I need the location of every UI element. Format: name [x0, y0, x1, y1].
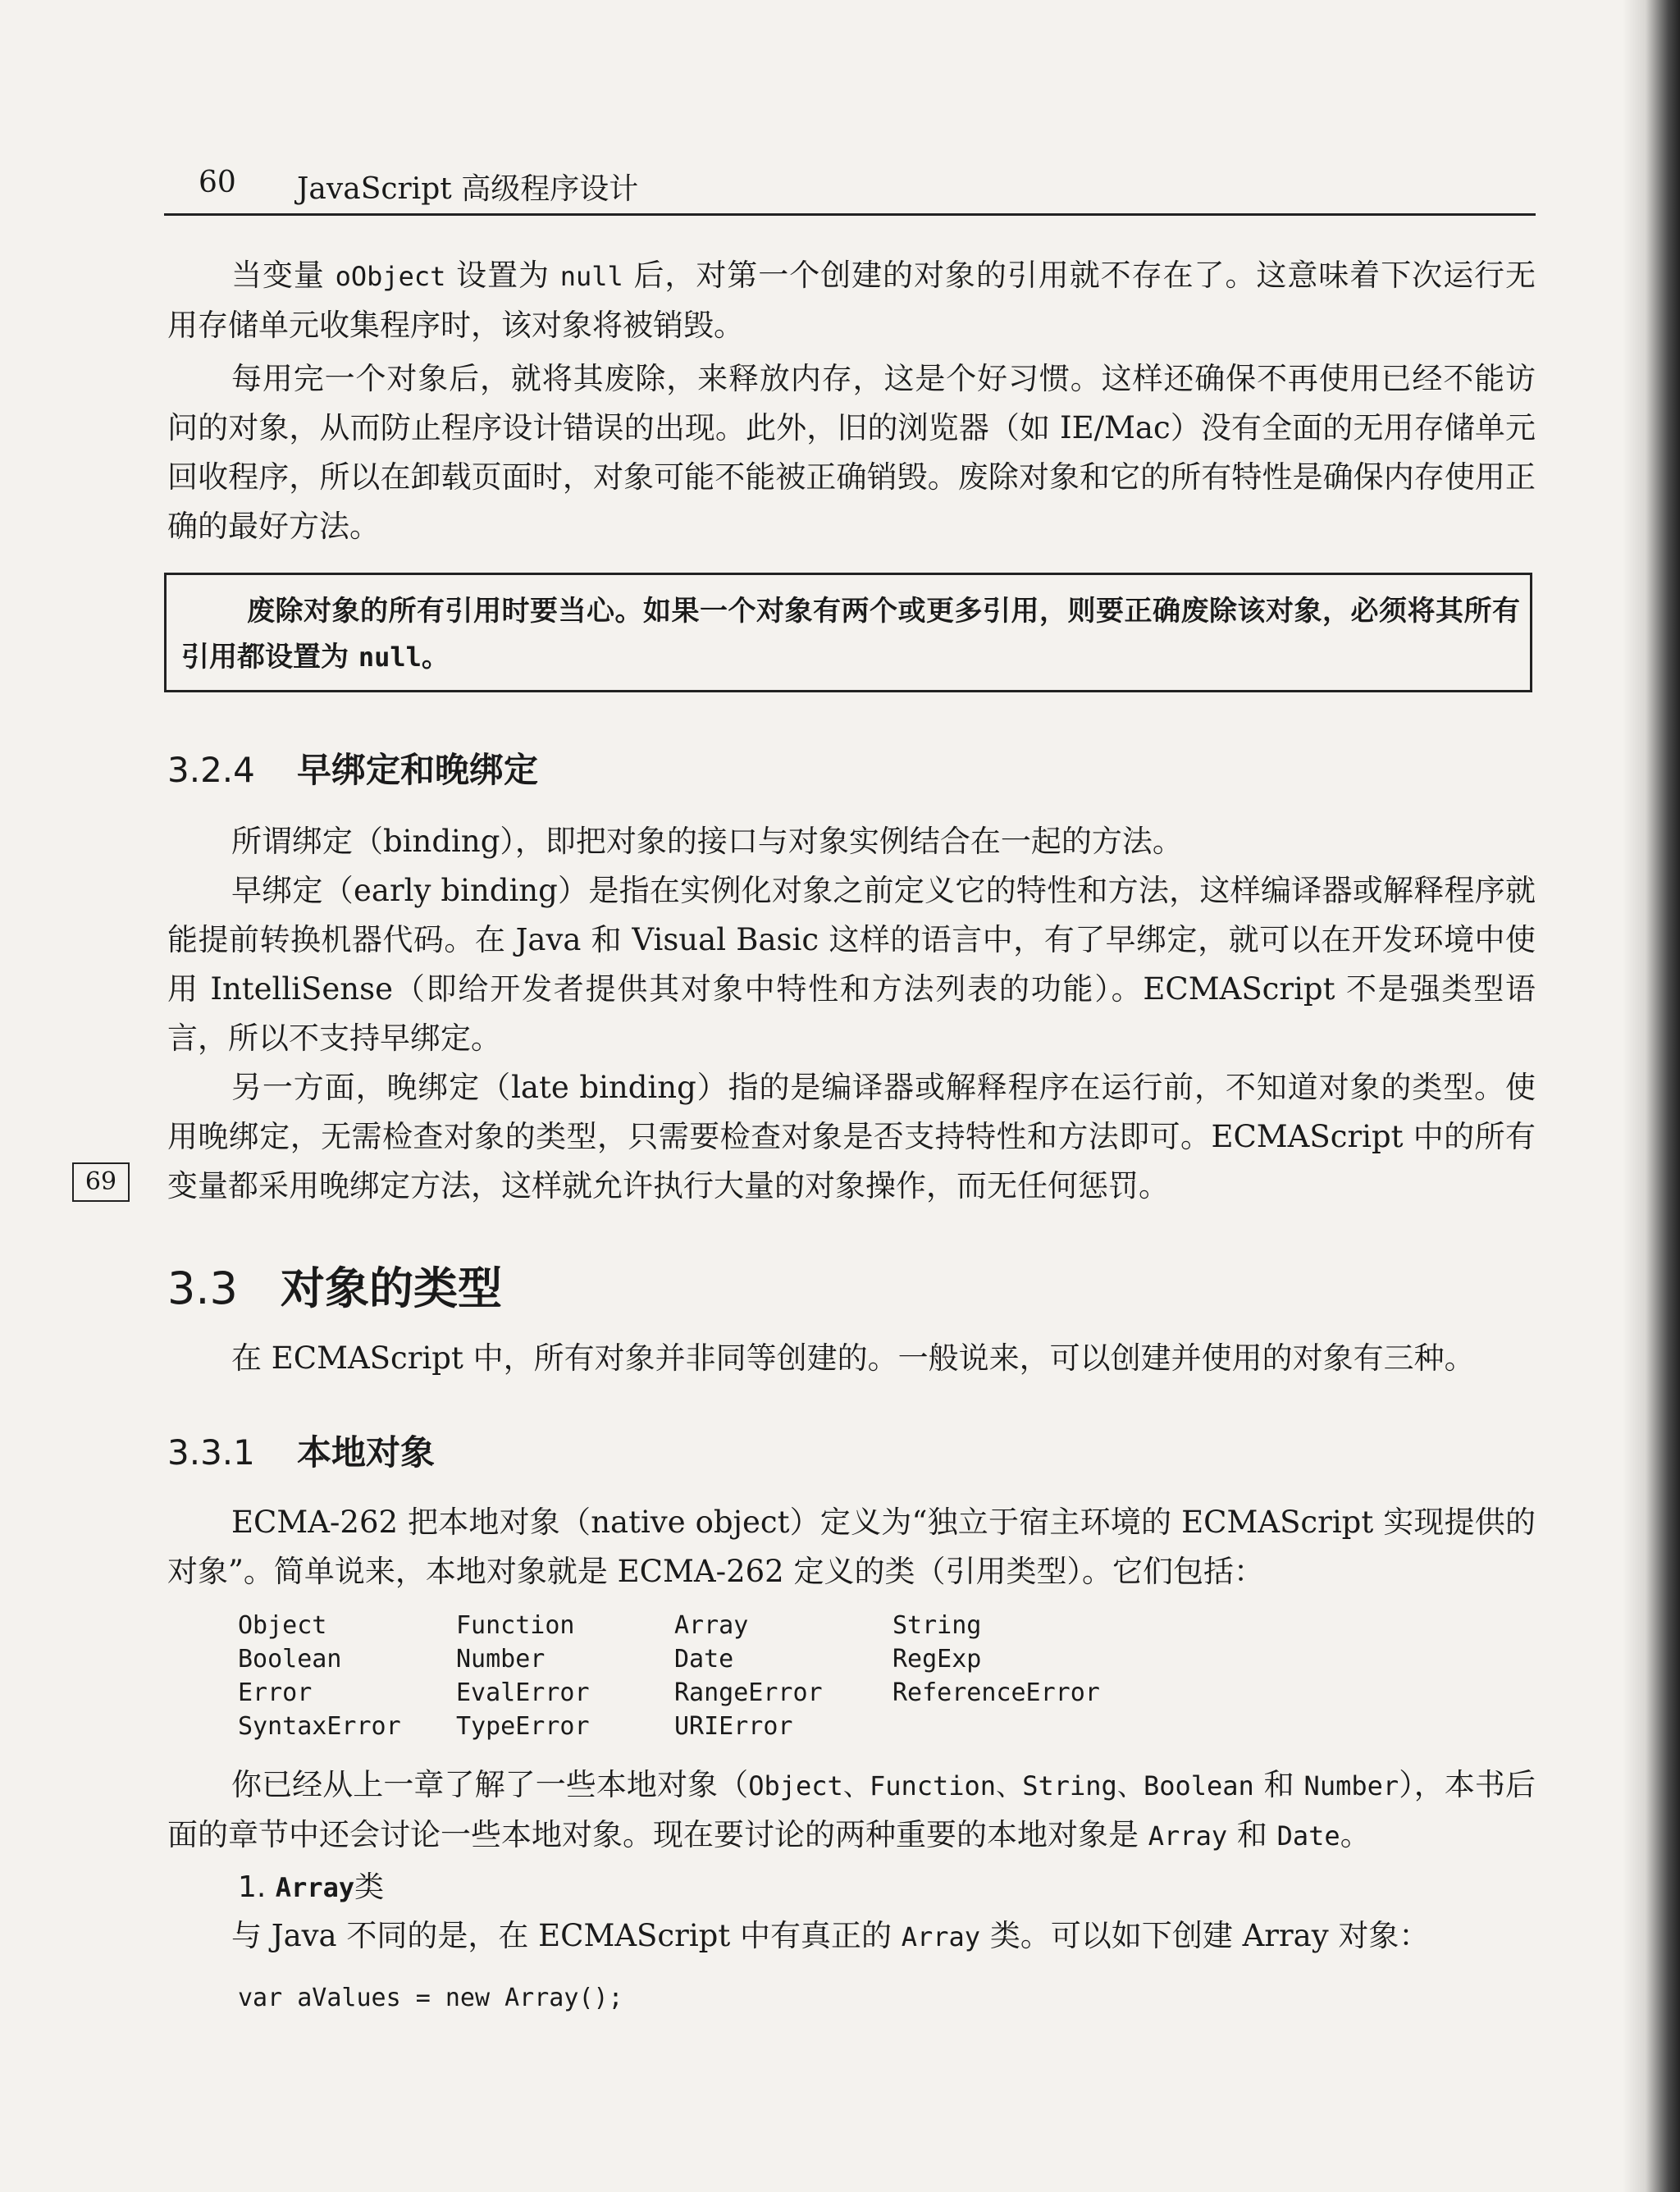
paragraph-binding-definition: 所谓绑定（binding），即把对象的接口与对象实例结合在一起的方法。 [231, 824, 1183, 859]
paragraph-late-binding: 另一方面，晚绑定（late binding）指的是编译器或解释程序在运行前，不知道对象的类型。使用晚绑定，无需检查对象的类型，只需要检查对象是否支持特性和方法即可。ECMAScript 中的所有变量都采用晚绑定方法，这样就允许执行大量的对象操作，而无任何惩罚。 [167, 1070, 1536, 1203]
note-text: 废除对象的所有引用时要当心。如果一个对象有两个或更多引用，则要正确废除该对象，必须将其所有引用都设置为 null。 [181, 595, 1520, 674]
margin-page-reference: 69 [72, 1162, 130, 1202]
binding-shadow [1623, 0, 1680, 2192]
subheading-array-class: 1. Array类 [238, 1870, 385, 1904]
paragraph-dereference-habit: 每用完一个对象后，就将其废除，来释放内存，这是个好习惯。这样还确保不再使用已经不能访问的对象，从而防止程序设计错误的出现。此外，旧的浏览器（如 IE/Mac）没有全面的无用存储单元回收程序，所以在卸载页面时，对象可能不能被正确销毁。废除对象和它的所有特性是确保内存使用正确的最好方法。 [167, 361, 1536, 544]
paragraph-array-intro: 与 Java 不同的是，在 ECMAScript 中有真正的 Array 类。可以如下创建 Array 对象： [231, 1918, 1430, 1953]
paragraph-null-reference: 当变量 oObject 设置为 null 后，对第一个创建的对象的引用就不存在了。这意味着下次运行无用存储单元收集程序时，该对象将被销毁。 [167, 258, 1536, 343]
paragraph-native-objects: ECMA-262 把本地对象（native object）定义为“独立于宿主环境的 ECMAScript 实现提供的对象”。简单说来，本地对象就是 ECMA-262 定义的类（引用类型）。它们包括： [167, 1505, 1536, 1589]
running-header [164, 162, 1536, 216]
paragraph-object-types: 在 ECMAScript 中，所有对象并非同等创建的。一般说来，可以创建并使用的对象有三种。 [231, 1340, 1475, 1376]
paragraph-early-binding: 早绑定（early binding）是指在实例化对象之前定义它的特性和方法，这样编译器或解释程序就能提前转换机器代码。在 Java 和 Visual Basic 这样的语言中，有了早绑定，就可以在开发环境中使用 IntelliSense（即给开发者提供其对象中特性和方法列表的功能）。ECMAScript 不是强类型语言，所以不支持早绑定。 [167, 873, 1536, 1056]
table-row: Object Function Array String [238, 1611, 982, 1640]
section-heading-3-3: 3.3 对象的类型 [167, 1263, 502, 1314]
native-objects-list [238, 1611, 1111, 1746]
book-title: JavaScript 高级程序设计 [297, 172, 639, 206]
table-row: Boolean Number Date RegExp [238, 1645, 982, 1674]
code-example: var aValues = new Array(); [238, 1984, 623, 2012]
note-box [164, 573, 1532, 692]
section-heading-3-2-4: 3.2.4 早绑定和晚绑定 [167, 750, 539, 790]
paragraph-important-natives: 你已经从上一章了解了一些本地对象（Object、Function、String、Boolean 和 Number），本书后面的章节中还会讨论一些本地对象。现在要讨论的两种重要的本地对象是 Array 和 Date。 [167, 1767, 1536, 1852]
section-heading-3-3-1: 3.3.1 本地对象 [167, 1432, 436, 1473]
table-row: SyntaxError TypeError URIError [238, 1712, 793, 1741]
table-row: Error EvalError RangeError ReferenceError [238, 1678, 1100, 1707]
page-number: 60 [199, 166, 236, 199]
